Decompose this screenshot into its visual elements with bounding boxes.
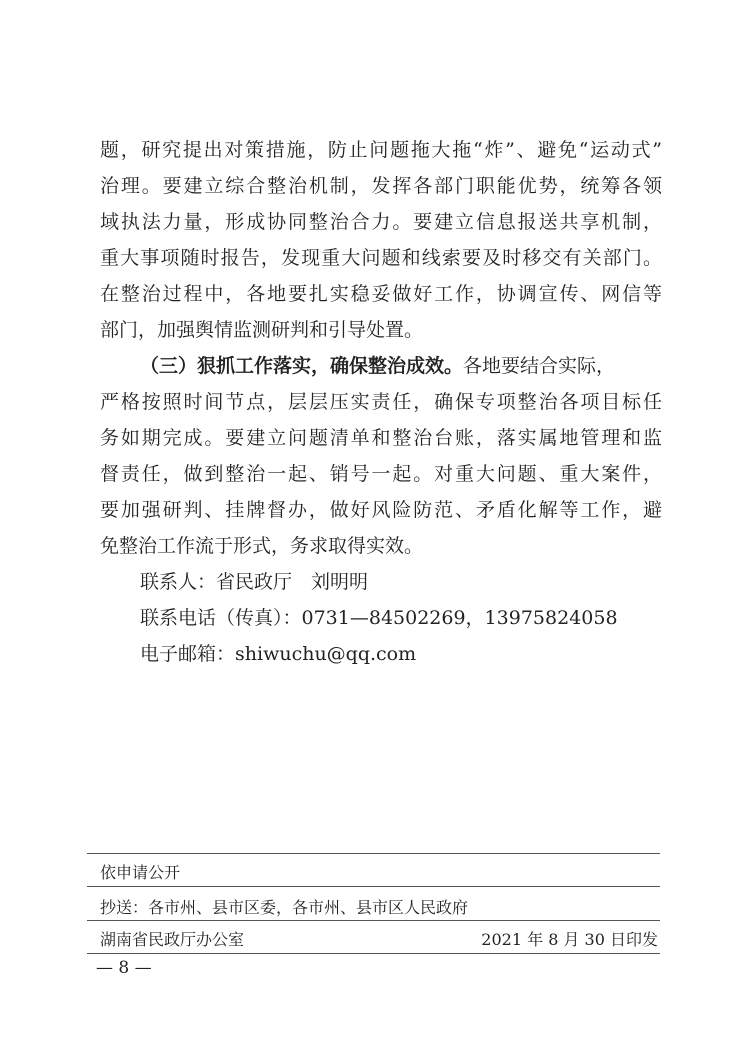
- body-line: 题，研究提出对策措施，防止问题拖大拖“炸”、避免“运动式”: [100, 139, 662, 161]
- divider: [87, 953, 660, 954]
- body-line: 要加强研判、挂牌督办，做好风险防范、矛盾化解等工作，避: [100, 499, 662, 521]
- contact-phone: 联系电话（传真）：0731—84502269，13975824058: [140, 607, 618, 629]
- divider: [87, 853, 660, 854]
- body-text: 各地要结合实际，: [463, 355, 616, 377]
- disclosure-label: 依申请公开: [100, 863, 181, 882]
- body-line: 域执法力量，形成协同整治合力。要建立信息报送共享机制，: [100, 211, 662, 233]
- body-line: 免整治工作流于形式，务求取得实效。: [100, 535, 424, 557]
- body-line: 治理。要建立综合整治机制，发挥各部门职能优势，统筹各领: [100, 175, 662, 197]
- contact-email: 电子邮箱：shiwuchu@qq.com: [140, 643, 417, 665]
- body-line: 部门，加强舆情监测研判和引导处置。: [100, 319, 424, 341]
- body-line: 督责任，做到整治一起、销号一起。对重大问题、重大案件，: [100, 463, 662, 485]
- divider: [87, 920, 660, 921]
- issue-date: 2021 年 8 月 30 日印发: [481, 930, 658, 949]
- issuer: 湖南省民政厅办公室: [100, 930, 245, 949]
- section-heading: （三）狠抓工作落实，确保整治成效。: [140, 355, 464, 377]
- issue-row: [100, 930, 658, 950]
- disclosure-row: [100, 863, 658, 883]
- page-number: — 8 —: [96, 958, 152, 978]
- body-line: 重大事项随时报告，发现重大问题和线索要及时移交有关部门。: [100, 247, 662, 269]
- cc-recipients: 抄送：各市州、县市区委，各市州、县市区人民政府: [100, 898, 469, 917]
- body-line: 在整治过程中，各地要扎实稳妥做好工作，协调宣传、网信等: [100, 283, 662, 305]
- cc-row: [100, 898, 658, 918]
- divider: [87, 886, 660, 887]
- body-line: 务如期完成。要建立问题清单和整治台账，落实属地管理和监: [100, 427, 662, 449]
- body-line: 严格按照时间节点，层层压实责任，确保专项整治各项目标任: [100, 391, 662, 413]
- section-heading-line: [100, 348, 662, 384]
- contact-person: 联系人：省民政厅 刘明明: [140, 571, 369, 593]
- document-body: [100, 132, 662, 672]
